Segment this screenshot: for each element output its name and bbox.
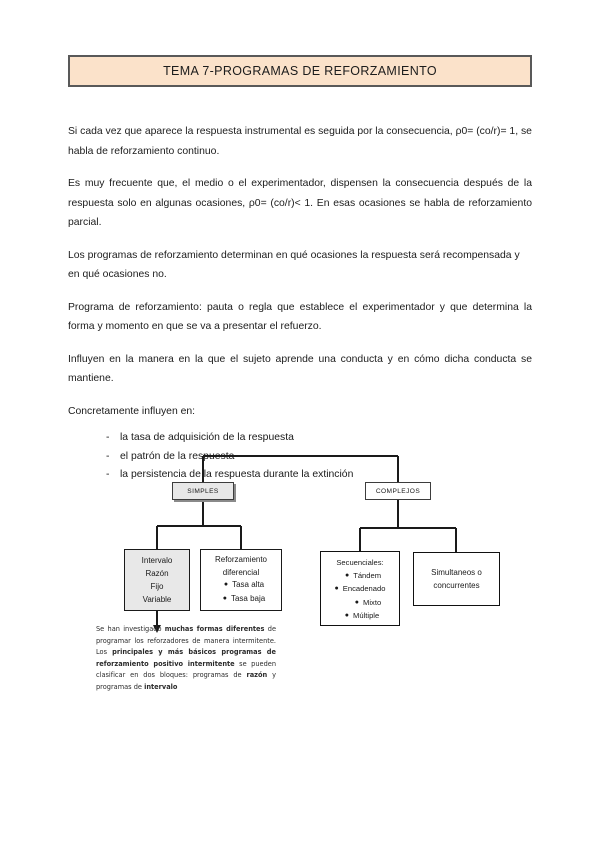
node-bullet-label: Encadenado <box>342 584 386 593</box>
node-bullet <box>339 570 381 584</box>
paragraph-5: Influyen en la manera en la que el sujeto aprende una conducta y en cómo dicha conducta se mantiene. <box>68 353 532 384</box>
paragraph-4: Programa de reforzamiento: pauta o regla que establece el experimentador y que determina la forma y momento en que se va a presentar el refuerzo. <box>68 301 532 332</box>
footnote-emphasis: razón <box>246 671 268 680</box>
node-secuenciales[interactable] <box>320 551 400 626</box>
bullet-dot-icon: ● <box>223 581 229 588</box>
node-bullet-label: Mixto <box>363 597 382 607</box>
diagram-connector-lines <box>0 450 600 710</box>
node-bullet <box>339 597 381 611</box>
bullet-dot-icon: ● <box>354 598 360 606</box>
node-bullet-label: Tándem <box>353 570 382 580</box>
node-complejos[interactable] <box>365 482 431 500</box>
node-complejos-label: COMPLEJOS <box>375 487 421 495</box>
bullet-dot-icon: ● <box>344 571 350 579</box>
node-bullet-label: Tasa alta <box>232 580 265 589</box>
bullet-dot-icon: ● <box>344 612 350 619</box>
node-simples-label: SIMPLES <box>187 487 219 495</box>
node-bullet <box>335 583 386 597</box>
node-line: concurrentes <box>433 581 480 590</box>
node-line: Variable <box>142 595 172 604</box>
footnote-span: de programar los reforzadores de manera intermitente. Los <box>96 625 276 657</box>
footnote-span: se pueden clasificar en dos bloques: programas de <box>96 659 276 680</box>
node-line: Fijo <box>150 582 164 591</box>
document-title-banner <box>68 55 532 87</box>
page-title: TEMA 7-PROGRAMAS DE REFORZAMIENTO <box>163 64 437 78</box>
footnote-text <box>96 624 276 694</box>
node-line: Simultaneos o <box>431 568 482 577</box>
node-line: Intervalo <box>141 556 173 565</box>
footnote-emphasis: intervalo <box>144 682 178 691</box>
node-reforzamiento-diferencial[interactable] <box>200 549 282 611</box>
node-bullet-label: Múltiple <box>353 611 380 620</box>
node-heading: diferencial <box>222 567 260 577</box>
node-bullet <box>217 593 265 607</box>
footnote-span: Se han investigado <box>96 625 165 633</box>
list-item: - la tasa de adquisición de la respuesta <box>106 429 532 448</box>
document-body <box>68 122 532 485</box>
node-heading: Secuenciales: <box>336 558 384 567</box>
node-line: Razón <box>145 569 169 578</box>
list-item: - la persistencia de la respuesta durante la extinción <box>106 466 532 485</box>
paragraph-3: Los programas de reforzamiento determinan en qué ocasiones la respuesta será recompensada y en qué ocasiones no. <box>68 249 520 280</box>
node-bullet <box>341 610 379 624</box>
paragraph-1: Si cada vez que aparece la respuesta instrumental es seguida por la consecuencia, ρ0= (co/r)= 1, se habla de reforzamiento continuo. <box>68 126 532 157</box>
list-intro: Concretamente influyen en: <box>68 405 196 417</box>
node-bullet <box>218 579 264 593</box>
footnote-emphasis: muchas formas diferentes <box>164 625 265 633</box>
node-simples[interactable] <box>172 482 234 500</box>
bullet-dot-icon: ● <box>222 594 227 602</box>
bullet-dot-icon: ● <box>334 585 339 592</box>
footnote-span: y programas de <box>96 671 276 691</box>
list-item: - el patrón de la respuesta <box>106 448 532 467</box>
node-bullet-label: Tasa baja <box>230 593 266 603</box>
footnote-emphasis: principales y más básicos programas de reforzamiento positivo intermitente <box>96 648 276 668</box>
paragraph-2: Es muy frecuente que, el medio o el experimentador, dispensen la consecuencia después de la respuesta solo en algunas ocasiones, ρ0= (co/r)< 1. En esas ocasiones se habla de reforzamiento parcial. <box>68 178 532 228</box>
node-simultaneos-concurrentes[interactable] <box>413 552 500 606</box>
reinforcement-programs-diagram <box>0 450 600 710</box>
node-intervalo-razon[interactable] <box>124 549 190 611</box>
node-heading: Reforzamiento <box>214 555 268 564</box>
